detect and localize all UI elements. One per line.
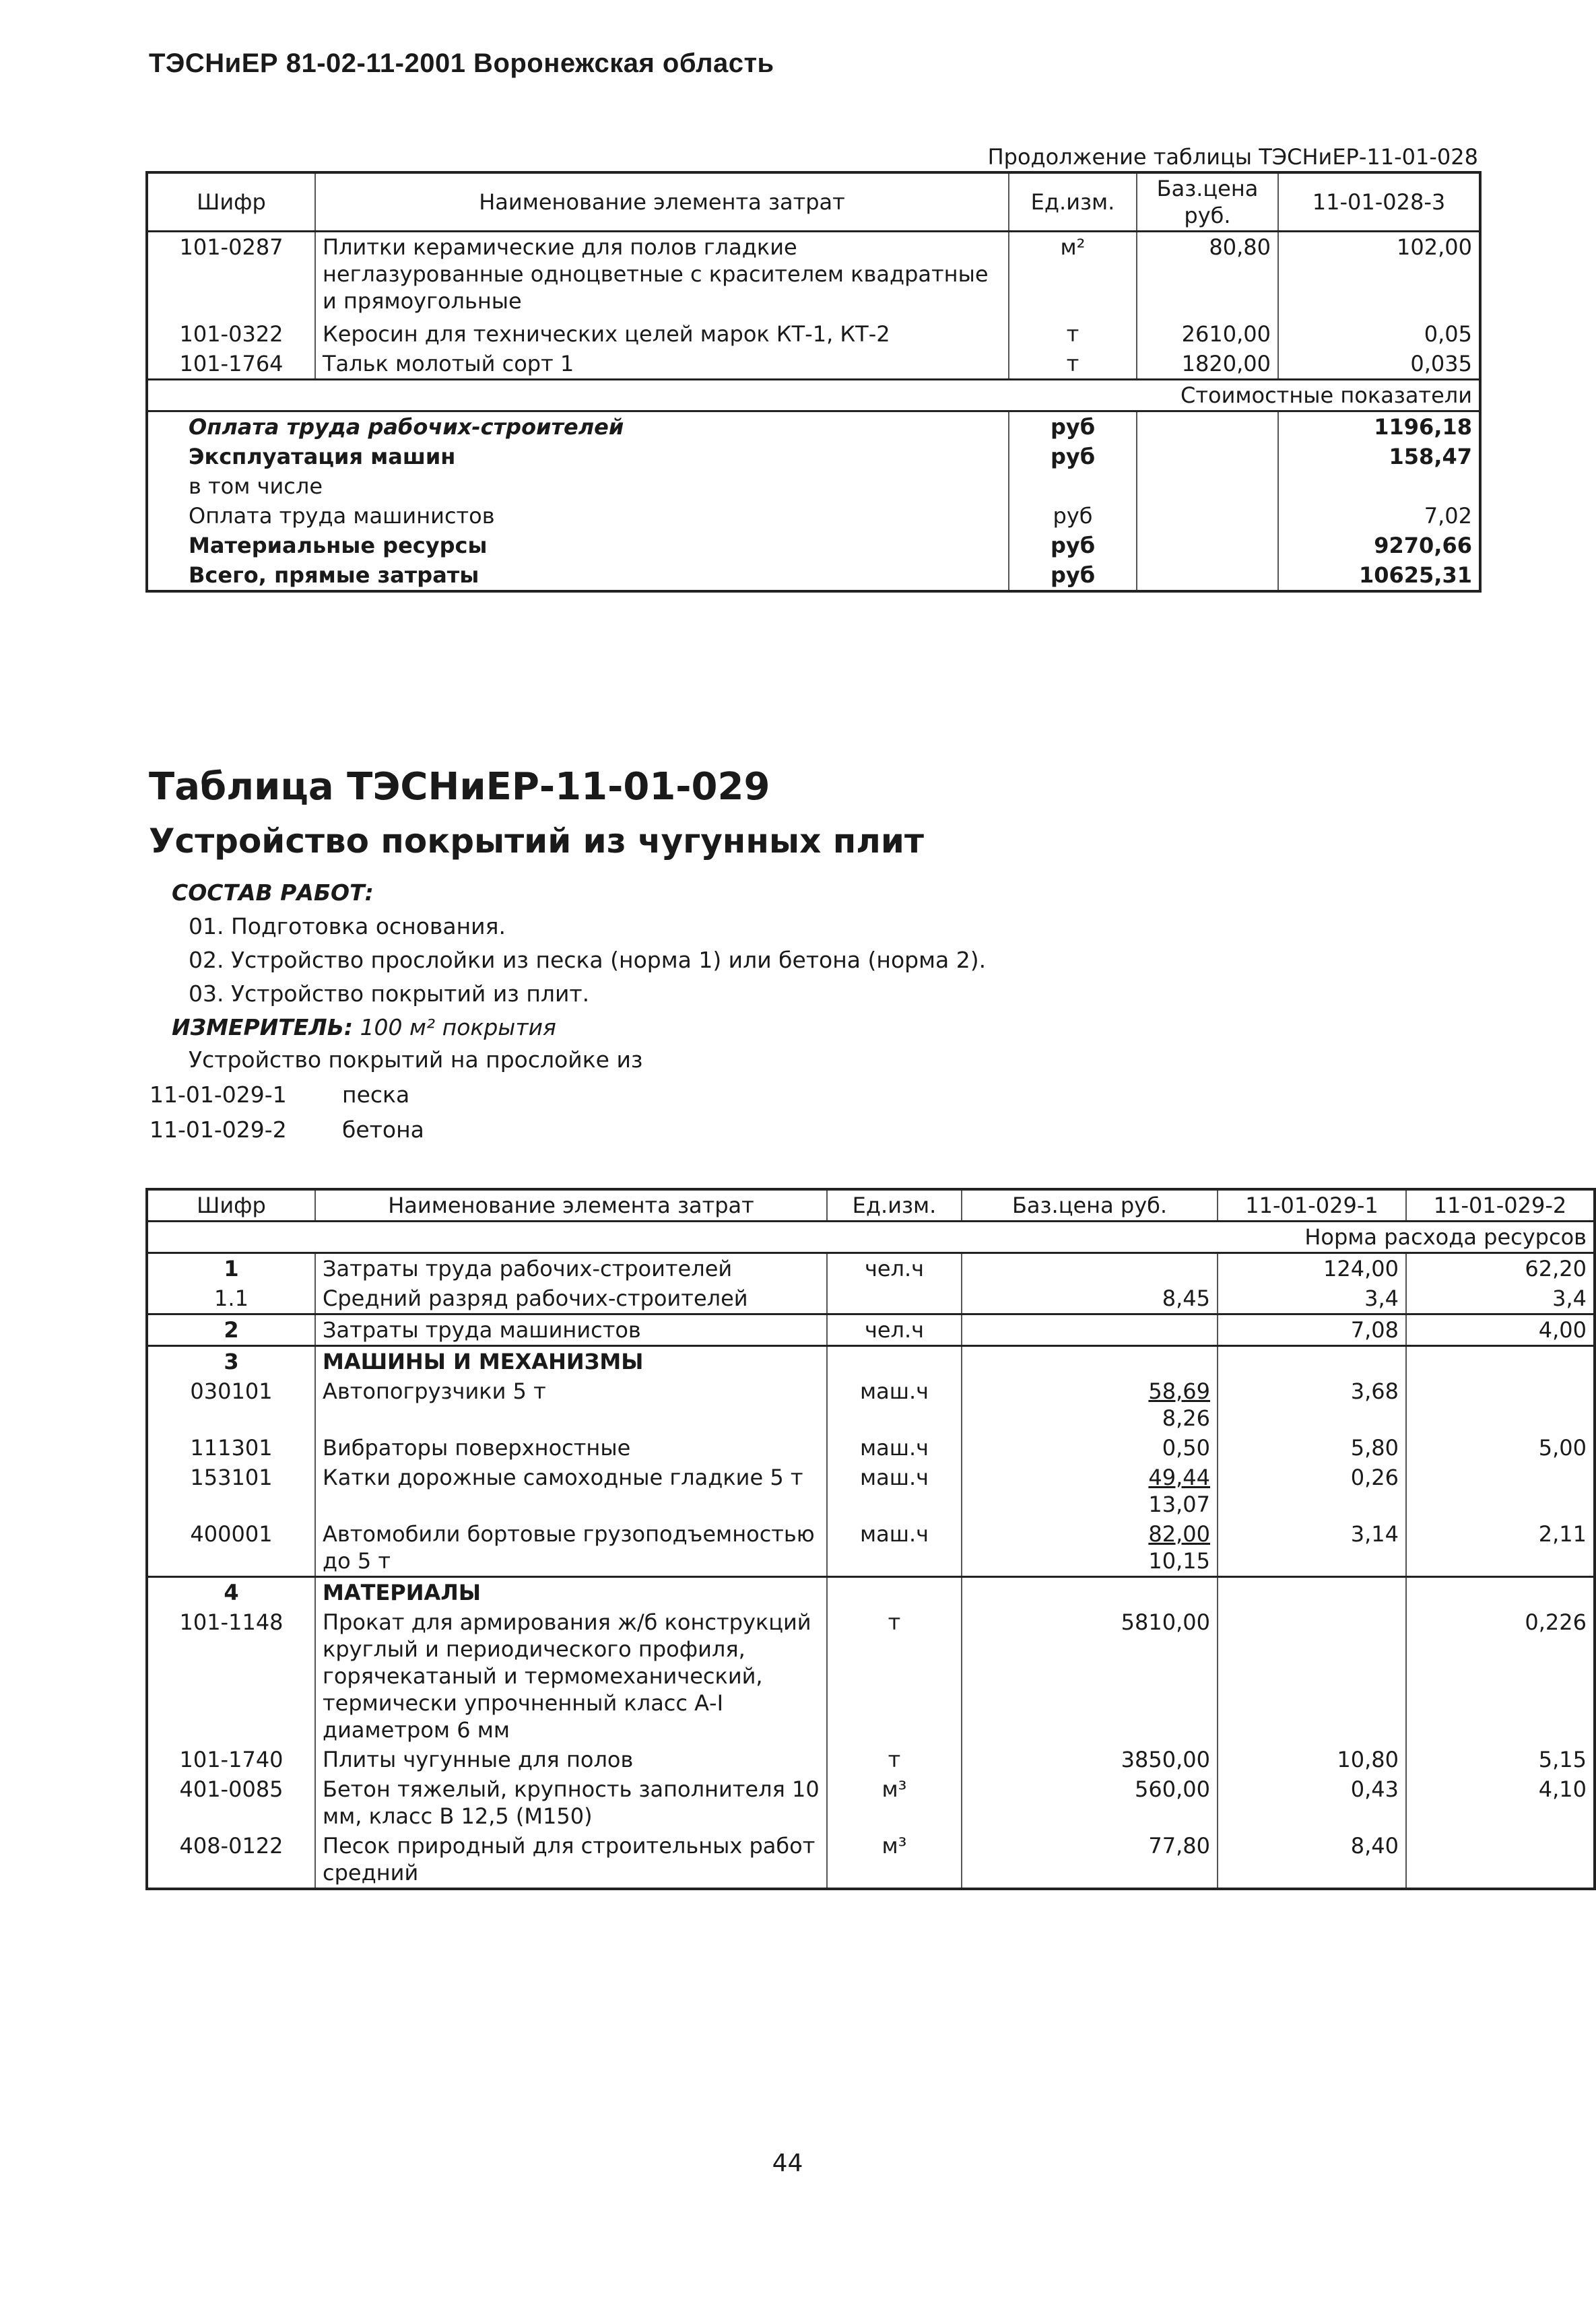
row-unit: м² <box>1009 232 1137 319</box>
variant-intro: Устройство покрытий на прослойке из <box>189 1046 643 1073</box>
row-code: 408-0122 <box>179 1833 284 1859</box>
row-value-2: 0,226 <box>1406 1607 1595 1745</box>
table-row <box>147 232 1480 319</box>
row-unit <box>827 1346 962 1377</box>
norm-label: Норма расхода ресурсов <box>1304 1224 1587 1250</box>
row-price <box>962 1314 1218 1346</box>
cost-name: Материальные ресурсы <box>189 532 488 558</box>
table-row <box>147 1519 1595 1577</box>
table-row <box>147 1745 1595 1774</box>
row-code: 101-0322 <box>179 321 284 347</box>
cost-row <box>147 560 1480 591</box>
table-header-row <box>147 172 1480 232</box>
header-cell: 11-01-029-1 <box>1218 1189 1406 1222</box>
row-code: 4 <box>147 1577 315 1608</box>
price-value: 0,50 <box>1162 1435 1210 1461</box>
row-unit: маш.ч <box>827 1519 962 1577</box>
row-value-2: 4,00 <box>1406 1314 1595 1346</box>
meter-value: 100 м² покрытия <box>360 1014 556 1040</box>
row-name: Бетон тяжелый, крупность заполнителя 10 мм, класс В 12,5 (М150) <box>315 1774 827 1831</box>
cost-row <box>147 471 1480 501</box>
row-value-2: 2,11 <box>1406 1519 1595 1577</box>
row-unit: м³ <box>827 1831 962 1889</box>
cost-value: 7,02 <box>1278 501 1480 531</box>
meter-label: ИЗМЕРИТЕЛЬ: <box>172 1014 354 1040</box>
cost-empty <box>1137 531 1278 560</box>
row-value-1: 3,68 <box>1218 1376 1406 1433</box>
meter-line <box>172 1014 556 1040</box>
table-row <box>147 1831 1595 1889</box>
row-unit <box>827 1283 962 1314</box>
row-value-1: 3,4 <box>1218 1283 1406 1314</box>
table-row <box>147 1346 1595 1377</box>
price-value: 58,69 <box>1148 1378 1210 1404</box>
table-row <box>147 349 1480 380</box>
row-value-2 <box>1406 1577 1595 1608</box>
work-composition-label: СОСТАВ РАБОТ: <box>172 879 374 906</box>
row-unit: чел.ч <box>827 1253 962 1284</box>
row-value-1: 10,80 <box>1218 1745 1406 1774</box>
cost-name: в том числе <box>189 473 323 499</box>
row-value: 102,00 <box>1278 232 1480 319</box>
table-row <box>147 1283 1595 1314</box>
cost-empty <box>1137 411 1278 442</box>
header-cell: Шифр <box>147 1189 315 1222</box>
row-unit <box>827 1577 962 1608</box>
row-value-1 <box>1218 1577 1406 1608</box>
row-code: 400001 <box>190 1521 273 1547</box>
row-value-2: 3,4 <box>1406 1283 1595 1314</box>
row-name: Песок природный для строительных работ средний <box>315 1831 827 1889</box>
header-cell: Наименование элемента затрат <box>315 172 1009 232</box>
row-name: Керосин для технических целей марок КТ-1, КТ-2 <box>315 319 1009 349</box>
price-value: 8,45 <box>1162 1286 1210 1311</box>
row-unit: т <box>1009 319 1137 349</box>
row-name: Прокат для армирования ж/б конструкций круглый и периодического профиля, горячекатаный и термомеханический, термически упрочненный класс А-I диаметром 6 мм <box>315 1607 827 1745</box>
header-cell: Баз.цена руб. <box>1137 172 1278 232</box>
cost-value: 9270,66 <box>1278 531 1480 560</box>
cost-empty <box>1137 560 1278 591</box>
header-cell: 11-01-029-2 <box>1406 1189 1595 1222</box>
row-price: 1820,00 <box>1137 349 1278 380</box>
row-name: Вибраторы поверхностные <box>315 1433 827 1463</box>
row-value: 0,035 <box>1278 349 1480 380</box>
table-row <box>147 1577 1595 1608</box>
row-price <box>962 1607 1218 1745</box>
row-price <box>962 1253 1218 1284</box>
row-name: МАШИНЫ И МЕХАНИЗМЫ <box>315 1346 827 1377</box>
row-value-2 <box>1406 1346 1595 1377</box>
price-value: 77,80 <box>1148 1833 1210 1859</box>
row-value: 0,05 <box>1278 319 1480 349</box>
row-value-2 <box>1406 1463 1595 1519</box>
table-row <box>147 1607 1595 1745</box>
price-secondary: 10,15 <box>1148 1548 1210 1574</box>
cost-unit <box>1009 471 1137 501</box>
row-price <box>962 1745 1218 1774</box>
row-value-1: 3,14 <box>1218 1519 1406 1577</box>
row-price <box>962 1577 1218 1608</box>
price-value: 49,44 <box>1148 1465 1210 1490</box>
page-header: ТЭСНиЕР 81-02-11-2001 Воронежская область <box>149 48 774 78</box>
header-cell: Шифр <box>147 172 315 232</box>
cost-unit: руб <box>1009 411 1137 442</box>
price-secondary: 13,07 <box>1148 1492 1210 1517</box>
cost-unit: руб <box>1009 560 1137 591</box>
row-unit: маш.ч <box>827 1433 962 1463</box>
row-code: 101-1764 <box>179 350 284 376</box>
cost-row <box>147 501 1480 531</box>
row-name: Тальк молотый сорт 1 <box>315 349 1009 380</box>
row-unit: т <box>1009 349 1137 380</box>
row-value-1: 8,40 <box>1218 1831 1406 1889</box>
work-item: 02. Устройство прослойки из песка (норма 1) или бетона (норма 2). <box>189 947 987 973</box>
row-code: 2 <box>147 1314 315 1346</box>
row-price <box>962 1519 1218 1577</box>
table-title: Таблица ТЭСНиЕР-11-01-029 <box>149 765 770 809</box>
row-code: 401-0085 <box>179 1776 284 1802</box>
variant-name: бетона <box>342 1116 424 1143</box>
row-price <box>962 1831 1218 1889</box>
table-subtitle: Устройство покрытий из чугунных плит <box>149 822 924 861</box>
cost-name: Оплата труда рабочих-строителей <box>147 411 1009 442</box>
row-value-1 <box>1218 1346 1406 1377</box>
cost-unit: руб <box>1009 531 1137 560</box>
table-row <box>147 1433 1595 1463</box>
row-name: МАТЕРИАЛЫ <box>315 1577 827 1608</box>
row-value-2: 5,00 <box>1406 1433 1595 1463</box>
row-code: 1 <box>147 1253 315 1284</box>
row-code: 1.1 <box>214 1286 248 1311</box>
variant-name: песка <box>342 1081 410 1108</box>
price-value: 5810,00 <box>1121 1609 1210 1635</box>
row-code: 111301 <box>190 1435 273 1461</box>
table-row <box>147 1314 1595 1346</box>
row-code: 101-1740 <box>179 1747 284 1772</box>
row-price <box>962 1283 1218 1314</box>
price-secondary: 8,26 <box>1162 1405 1210 1431</box>
variant-code: 11-01-029-1 <box>149 1081 287 1108</box>
table-row <box>147 1376 1595 1433</box>
row-value-2: 5,15 <box>1406 1745 1595 1774</box>
row-price <box>962 1463 1218 1519</box>
row-value-1: 5,80 <box>1218 1433 1406 1463</box>
row-price <box>962 1433 1218 1463</box>
work-item: 03. Устройство покрытий из плит. <box>189 980 590 1007</box>
row-value-2 <box>1406 1376 1595 1433</box>
row-price: 2610,00 <box>1137 319 1278 349</box>
price-value: 560,00 <box>1135 1776 1210 1802</box>
row-unit: м³ <box>827 1774 962 1831</box>
row-unit: чел.ч <box>827 1314 962 1346</box>
cost-value: 10625,31 <box>1278 560 1480 591</box>
row-code: 101-0287 <box>179 234 284 260</box>
row-code: 3 <box>147 1346 315 1377</box>
row-name: Автомобили бортовые грузоподъемностью до 5 т <box>315 1519 827 1577</box>
cost-row <box>147 531 1480 560</box>
row-value-1: 0,26 <box>1218 1463 1406 1519</box>
row-value-1: 7,08 <box>1218 1314 1406 1346</box>
row-price <box>962 1774 1218 1831</box>
row-name: Затраты труда машинистов <box>315 1314 827 1346</box>
resource-table-028 <box>145 171 1482 593</box>
cost-empty <box>1137 442 1278 471</box>
cost-value: 158,47 <box>1278 442 1480 471</box>
cost-unit: руб <box>1009 501 1137 531</box>
row-value-1: 0,43 <box>1218 1774 1406 1831</box>
row-unit: маш.ч <box>827 1463 962 1519</box>
table-row <box>147 1463 1595 1519</box>
price-value: 82,00 <box>1148 1521 1210 1547</box>
row-price <box>962 1376 1218 1433</box>
row-name: Затраты труда рабочих-строителей <box>315 1253 827 1284</box>
row-name: Средний разряд рабочих-строителей <box>315 1283 827 1314</box>
cost-label-row <box>147 379 1480 411</box>
row-unit: т <box>827 1607 962 1745</box>
cost-unit: руб <box>1009 442 1137 471</box>
work-item: 01. Подготовка основания. <box>189 913 506 939</box>
cost-label: Стоимостные показатели <box>147 379 1480 411</box>
row-code: 101-1148 <box>179 1609 284 1635</box>
row-unit: т <box>827 1745 962 1774</box>
row-price: 80,80 <box>1137 232 1278 319</box>
variant-code: 11-01-029-2 <box>149 1116 287 1143</box>
row-name: Плитки керамические для полов гладкие неглазурованные одноцветные с красителем квадратные и прямоугольные <box>315 232 1009 319</box>
row-value-2 <box>1406 1831 1595 1889</box>
header-cell: Баз.цена руб. <box>962 1189 1218 1222</box>
table-header-row <box>147 1189 1595 1222</box>
cost-row <box>147 411 1480 442</box>
row-name: Катки дорожные самоходные гладкие 5 т <box>315 1463 827 1519</box>
row-value-2: 4,10 <box>1406 1774 1595 1831</box>
header-cell: Ед.изм. <box>827 1189 962 1222</box>
cost-name: Всего, прямые затраты <box>189 562 479 588</box>
resource-table-029 <box>145 1188 1596 1890</box>
row-price <box>962 1346 1218 1377</box>
row-value-1 <box>1218 1607 1406 1745</box>
table-row <box>147 1774 1595 1831</box>
cost-name: Оплата труда машинистов <box>189 502 495 529</box>
row-value-2: 62,20 <box>1406 1253 1595 1284</box>
price-value: 3850,00 <box>1121 1747 1210 1772</box>
cost-value <box>1278 471 1480 501</box>
row-name: Автопогрузчики 5 т <box>315 1376 827 1433</box>
cost-row <box>147 442 1480 471</box>
norm-label-row <box>147 1222 1595 1253</box>
cost-empty <box>1137 471 1278 501</box>
row-code: 153101 <box>190 1465 273 1490</box>
table-row <box>147 1253 1595 1284</box>
row-value-1: 124,00 <box>1218 1253 1406 1284</box>
table-continuation-label: Продолжение таблицы ТЭСНиЕР-11-01-028 <box>987 144 1478 170</box>
table-row <box>147 319 1480 349</box>
cost-empty <box>1137 501 1278 531</box>
header-cell: 11-01-028-3 <box>1278 172 1480 232</box>
header-cell: Наименование элемента затрат <box>315 1189 827 1222</box>
row-name: Плиты чугунные для полов <box>315 1745 827 1774</box>
row-unit: маш.ч <box>827 1376 962 1433</box>
cost-value: 1196,18 <box>1278 411 1480 442</box>
header-cell: Ед.изм. <box>1009 172 1137 232</box>
page-number: 44 <box>772 2149 803 2177</box>
cost-name: Эксплуатация машин <box>189 443 456 469</box>
row-code: 030101 <box>190 1378 273 1404</box>
